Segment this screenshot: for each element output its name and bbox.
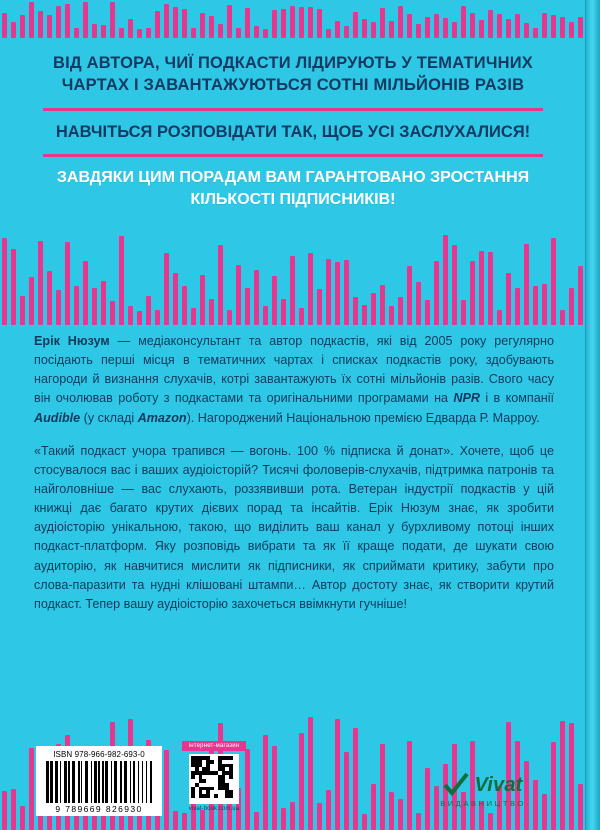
qr-cell <box>202 779 206 783</box>
brand-amazon: Amazon <box>137 410 187 425</box>
waveform-bar <box>119 28 124 38</box>
author-bio-paragraph <box>34 332 554 428</box>
qr-cell <box>229 775 233 779</box>
qr-cell <box>214 794 218 798</box>
barcode-image <box>44 761 154 803</box>
waveform-bar <box>272 276 277 325</box>
headline-secondary: НАВЧІТЬСЯ РОЗПОВІДАТИ ТАК, ЩОБ УСІ ЗАСЛУХАЛИСЯ! <box>55 122 531 141</box>
waveform-bar <box>38 241 43 325</box>
brand-audible: Audible <box>34 410 81 425</box>
waveform-bar <box>182 286 187 325</box>
waveform-bar <box>164 253 169 325</box>
waveform-bar <box>362 305 367 325</box>
waveform-bar <box>326 259 331 325</box>
waveform-bar <box>281 9 286 38</box>
barcode-line <box>85 761 88 803</box>
author-name: Ерік Нюзум <box>34 334 110 348</box>
publisher-name: Vivat <box>474 773 523 796</box>
waveform-bar <box>371 293 376 325</box>
barcode-line <box>114 761 117 803</box>
brand-npr: NPR <box>453 391 481 406</box>
waveform-bar <box>110 301 115 325</box>
waveform-bar <box>209 299 214 325</box>
waveform-bar <box>551 238 556 325</box>
waveform-bar <box>569 22 574 38</box>
waveform-bar <box>443 18 448 38</box>
barcode-line <box>120 761 122 803</box>
waveform-bar <box>416 282 421 325</box>
waveform-bar <box>119 236 124 325</box>
waveform-bar <box>452 22 457 38</box>
waveform-bar <box>506 19 511 38</box>
waveform-bar <box>65 242 70 325</box>
waveform-bar <box>389 21 394 38</box>
waveform-bar <box>290 6 295 38</box>
waveform-bar <box>524 23 529 38</box>
isbn-barcode-block <box>36 746 162 816</box>
waveform-bar <box>317 9 322 38</box>
waveform-bar <box>380 285 385 325</box>
barcode-line <box>98 761 100 803</box>
isbn-digits: 9 789669 826930 <box>55 804 143 814</box>
qr-code-icon[interactable] <box>189 754 239 804</box>
qr-cell <box>206 794 210 798</box>
blurb-text <box>34 332 554 628</box>
waveform-bar <box>560 310 565 325</box>
waveform-bar <box>146 28 151 38</box>
waveform-bar <box>245 288 250 325</box>
barcode-line <box>111 761 112 803</box>
publisher-row <box>418 772 548 798</box>
waveform-bar <box>101 25 106 38</box>
barcode-line <box>94 761 97 803</box>
waveform-bar <box>254 270 259 325</box>
waveform-bar <box>335 21 340 38</box>
waveform-bar <box>407 14 412 38</box>
qr-cell <box>210 787 214 791</box>
waveform-bar <box>299 7 304 38</box>
barcode-line <box>124 761 127 803</box>
waveform-bar <box>479 251 484 325</box>
waveform-bar <box>65 4 70 38</box>
bio-connector-1: і в компанії <box>480 391 554 406</box>
waveform-bar <box>200 13 205 38</box>
waveform-bar <box>281 299 286 325</box>
waveform-bar <box>425 300 430 325</box>
waveform-bar <box>551 15 556 38</box>
waveform-bar <box>569 288 574 325</box>
barcode-line <box>102 761 104 803</box>
barcode-line <box>55 761 58 803</box>
waveform-bar <box>38 11 43 38</box>
waveform-bar <box>299 308 304 325</box>
waveform-bar <box>461 300 466 325</box>
waveform-bar <box>2 13 7 38</box>
waveform-bar <box>335 262 340 325</box>
waveform-bar <box>353 297 358 325</box>
waveform-bar <box>218 24 223 38</box>
barcode-line <box>46 761 49 803</box>
waveform-bar <box>137 311 142 325</box>
waveform-bar <box>542 13 547 38</box>
waveform-bar <box>308 253 313 325</box>
waveform-bar <box>200 275 205 325</box>
waveform-bar <box>371 22 376 38</box>
waveform-bar <box>506 273 511 325</box>
barcode-line <box>133 761 135 803</box>
waveform-bar <box>110 2 115 38</box>
barcode-line <box>50 761 53 803</box>
waveform-bar <box>578 266 583 325</box>
waveform-bar <box>29 277 34 325</box>
barcode-line <box>150 761 152 803</box>
headline-tertiary: ЗАВДЯКИ ЦИМ ПОРАДАМ ВАМ ГАРАНТОВАНО ЗРОСТАННЯ КІЛЬКОСТІ ПІДПИСНИКІВ! <box>56 168 530 208</box>
waveform-bar <box>236 28 241 38</box>
waveform-bar <box>155 310 160 325</box>
waveform-bar <box>470 261 475 325</box>
waveform-bar <box>47 15 52 38</box>
barcode-line <box>68 761 70 803</box>
waveform-bar <box>155 11 160 38</box>
waveform-bar <box>272 10 277 38</box>
publisher-logo <box>418 772 548 808</box>
blurb-paragraph: «Такий подкаст учора трапився — вогонь. 100 % підписка й донат». Хочете, щоб це стосувалося вас і ваших аудіоісторій? Тисячі фоловерів-слухачів, підтримка патронів та найголовніше — вас слухають, роззявивши рота. Ветеран індустрії подкастів у цій книжці дає багато крутих дієвих порад та інсайтів. Ерік Нюзум знає, як зробити аудіоісторію унікальною, такою, що виділить ваш канал у бурхливому потоці інших подкаст-платформ. Яку розповідь вибрати та як її кращe подати, де шукати свою аудиторію, як навчитися мислити як підписники, як сприймати критику, забути про слова-паразити та нудні клішовані штампи… Автор достоту знає, як створити крутий подкаст. Тепер вашу аудіоісторію захочеться ввімкнути гучніше! <box>34 443 554 611</box>
waveform-bar <box>83 2 88 38</box>
waveform-bar <box>236 265 241 325</box>
waveform-bar <box>47 271 52 325</box>
footer-strip <box>0 720 586 830</box>
waveform-bar <box>398 6 403 38</box>
waveform-bar <box>515 14 520 38</box>
divider-top <box>43 108 543 111</box>
barcode-line <box>60 761 61 803</box>
waveform-bar <box>470 13 475 38</box>
waveform-bar <box>317 289 322 325</box>
waveform-bar <box>434 14 439 38</box>
waveform-bar <box>380 8 385 38</box>
waveform-bar <box>164 4 169 38</box>
waveform-bar <box>263 306 268 325</box>
waveform-bar <box>452 245 457 325</box>
waveform-bar <box>461 6 466 38</box>
waveform-bar <box>56 6 61 38</box>
waveform-bar <box>83 261 88 325</box>
waveform-bar <box>182 9 187 38</box>
waveform-bar <box>488 252 493 325</box>
headline-primary: ВІД АВТОРА, ЧИЇ ПОДКАСТИ ЛІДИРУЮТЬ У ТЕМАТИЧНИХ ЧАРТАХ І ЗАВАНТАЖУЮТЬСЯ СОТНІ МІЛЬЙОНІВ РАЗІВ <box>52 54 534 95</box>
barcode-line <box>130 761 131 803</box>
qr-cell <box>210 760 214 764</box>
waveform-bar <box>218 245 223 325</box>
qr-cell <box>229 756 233 760</box>
waveform-bar <box>74 286 79 325</box>
barcode-line <box>91 761 92 803</box>
qr-block[interactable] <box>182 741 246 812</box>
waveform-bar <box>344 26 349 38</box>
waveform-bar <box>227 5 232 38</box>
waveform-middle <box>0 230 600 325</box>
barcode-line <box>138 761 139 803</box>
waveform-bar <box>92 24 97 38</box>
waveform-bar <box>326 29 331 38</box>
qr-caption: інтернет-магазин <box>182 741 246 751</box>
waveform-bar <box>443 235 448 325</box>
barcode-line <box>146 761 147 803</box>
waveform-bar <box>263 29 268 38</box>
barcode-line <box>72 761 75 803</box>
waveform-bar <box>479 20 484 38</box>
barcode-line <box>81 761 82 803</box>
barcode-line <box>64 761 67 803</box>
waveform-bar <box>74 28 79 38</box>
qr-cell <box>191 794 195 798</box>
waveform-bar <box>542 284 547 325</box>
waveform-bar <box>407 266 412 325</box>
waveform-bar <box>209 16 214 38</box>
waveform-bar <box>137 29 142 38</box>
waveform-bar <box>56 290 61 325</box>
qr-cell <box>229 794 233 798</box>
waveform-bar <box>560 17 565 38</box>
barcode-line <box>142 761 143 803</box>
waveform-bar <box>92 288 97 325</box>
waveform-bar <box>344 260 349 325</box>
waveform-bar <box>353 12 358 38</box>
waveform-bar <box>128 19 133 38</box>
barcode-line <box>78 761 80 803</box>
waveform-bar <box>362 19 367 38</box>
waveform-bar <box>497 14 502 38</box>
waveform-bar <box>308 7 313 38</box>
qr-website-label: vivat-book.com.ua <box>188 806 240 812</box>
waveform-bar <box>389 306 394 325</box>
publisher-subtitle: ВИДАВНИЦТВО <box>440 799 526 808</box>
waveform-bar <box>101 281 106 325</box>
book-spine <box>585 0 600 830</box>
waveform-bar <box>20 296 25 325</box>
waveform-bar <box>173 7 178 38</box>
waveform-bar <box>191 28 196 38</box>
waveform-bar <box>11 22 16 38</box>
waveform-bar <box>2 238 7 325</box>
waveform-bar <box>524 244 529 325</box>
waveform-bar <box>245 8 250 38</box>
headline-block <box>0 52 586 211</box>
waveform-bar <box>515 288 520 325</box>
waveform-bar <box>497 310 502 325</box>
waveform-bar <box>254 26 259 38</box>
waveform-bar <box>578 17 583 38</box>
waveform-bar <box>416 24 421 38</box>
waveform-bar <box>533 286 538 325</box>
waveform-bar <box>173 273 178 325</box>
waveform-bar <box>290 256 295 325</box>
waveform-bar <box>29 2 34 38</box>
waveform-bar <box>488 10 493 38</box>
waveform-bar <box>20 15 25 38</box>
qr-cell <box>191 775 195 779</box>
waveform-top <box>0 0 600 38</box>
waveform-bar <box>191 308 196 325</box>
divider-bottom <box>43 154 543 157</box>
waveform-bar <box>128 306 133 325</box>
bio-tail: ). Нагороджений Національною премією Едварда Р. Марроу. <box>186 410 540 425</box>
isbn-label: ISBN 978-966-982-693-0 <box>53 750 145 759</box>
waveform-bar <box>434 261 439 325</box>
waveform-bar <box>425 17 430 38</box>
barcode-line <box>105 761 108 803</box>
bio-connector-2: (у складі <box>80 410 138 425</box>
waveform-bar <box>533 28 538 38</box>
waveform-bar <box>146 296 151 325</box>
waveform-bar <box>11 249 16 325</box>
waveform-bar <box>398 297 403 325</box>
author-bio-rest: — медіаконсультант та автор подкастів, які від 2005 року регулярно посідають перші місця в тематичних чартах і списках подкастів року, здобувають нагороди й визнання слухачів, котрі завантажують їх сотні мільйонів разів. Свого часу він очолював роботу з подкастами та оригінальними програмами на <box>34 334 554 406</box>
waveform-bar <box>227 310 232 325</box>
checkmark-icon <box>443 772 469 798</box>
